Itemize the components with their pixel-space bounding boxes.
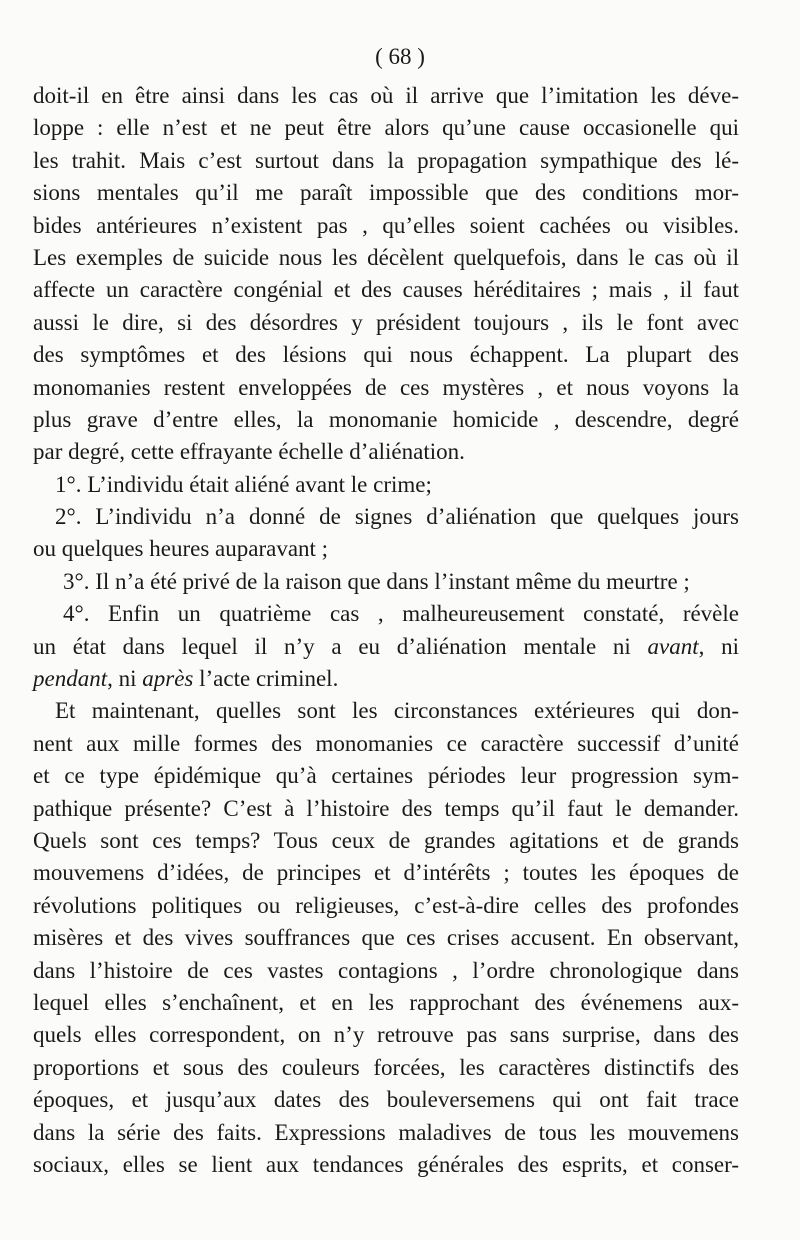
text-line: les trahit. Mais c’est surtout dans la propagation sympathique des lé- [33,147,739,173]
page-number: ( 68 ) [375,44,425,69]
text-line: doit-il en être ainsi dans les cas où il arrive que l’imitation les déve- [33,83,739,108]
text-line: misères et des vives souffrances que ces crises accusent. En observant, [33,925,739,951]
text-line: ou quelques heures auparavant ; [33,536,329,562]
text-line: affecte un caractère congénial et des causes héréditaires ; mais , il faut [33,277,739,303]
body-text [33,80,739,1181]
text-line: proportions et sous des couleurs forcées, les caractères distinctifs des [33,1054,739,1080]
text-line: monomanies restent enveloppées de ces mystères , et nous voyons la [33,374,739,400]
text-line: révolutions politiques ou religieuses, c’est-à-dire celles des profondes [33,892,739,918]
text-line: aussi le dire, si des désordres y président toujours , ils le font avec [33,309,739,335]
text-line: pathique présente? C’est à l’histoire des temps qu’il faut le demander. [33,795,739,821]
text-line: lequel elles s’enchaînent, et en les rapprochant des événemens aux- [33,989,739,1015]
text-line: loppe : elle n’est et ne peut être alors qu’une cause occasionelle qui [33,115,739,141]
text-line: et ce type épidémique qu’à certaines périodes leur progression sym- [33,763,739,789]
text-line: époques, et jusqu’aux dates des bouleversemens qui ont fait trace [33,1087,739,1113]
list-item: 2°. L’individu n’a donné de signes d’aliénation que quelques jours [55,504,739,530]
text-line: nent aux mille formes des monomanies ce caractère successif d’unité [33,730,739,756]
text-line: des symptômes et des lésions qui nous échappent. La plupart des [33,342,739,368]
text-line: par degré, cette effrayante échelle d’aliénation. [33,439,465,465]
paragraph-start: Et maintenant, quelles sont les circonstances extérieures qui don- [55,698,739,724]
text-line: Quels sont ces temps? Tous ceux de grandes agitations et de grands [33,827,739,853]
text-line: Les exemples de suicide nous les décèlent quelquefois, dans le cas où il [33,244,739,270]
text-line: mouvemens d’idées, de principes et d’intérêts ; toutes les époques de [33,860,739,886]
text-line: quels elles correspondent, on n’y retrouve pas sans surprise, dans des [33,1022,739,1048]
text-line: sociaux, elles se lient aux tendances générales des esprits, et conser- [33,1151,739,1177]
list-item: 4°. Enfin un quatrième cas , malheureusement constaté, révèle [63,601,739,627]
list-item: 3°. Il n’a été privé de la raison que dans l’instant même du meurtre ; [63,568,690,594]
text-line: plus grave d’entre elles, la monomanie homicide , descendre, degré [33,406,739,432]
text-line: bides antérieures n’existent pas , qu’elles soient cachées ou visibles. [33,212,739,238]
list-item: 1°. L’individu était aliéné avant le crime; [55,471,432,497]
text-line: un état dans lequel il n’y a eu d’aliénation mentale ni avant, ni [33,633,739,659]
text-line: sions mentales qu’il me paraît impossible que des conditions mor- [33,180,739,206]
text-line: dans l’histoire de ces vastes contagions , l’ordre chronologique dans [33,957,739,983]
text-line: dans la série des faits. Expressions maladives de tous les mouvemens [33,1119,739,1145]
text-line: pendant, ni après l’acte criminel. [33,666,339,692]
